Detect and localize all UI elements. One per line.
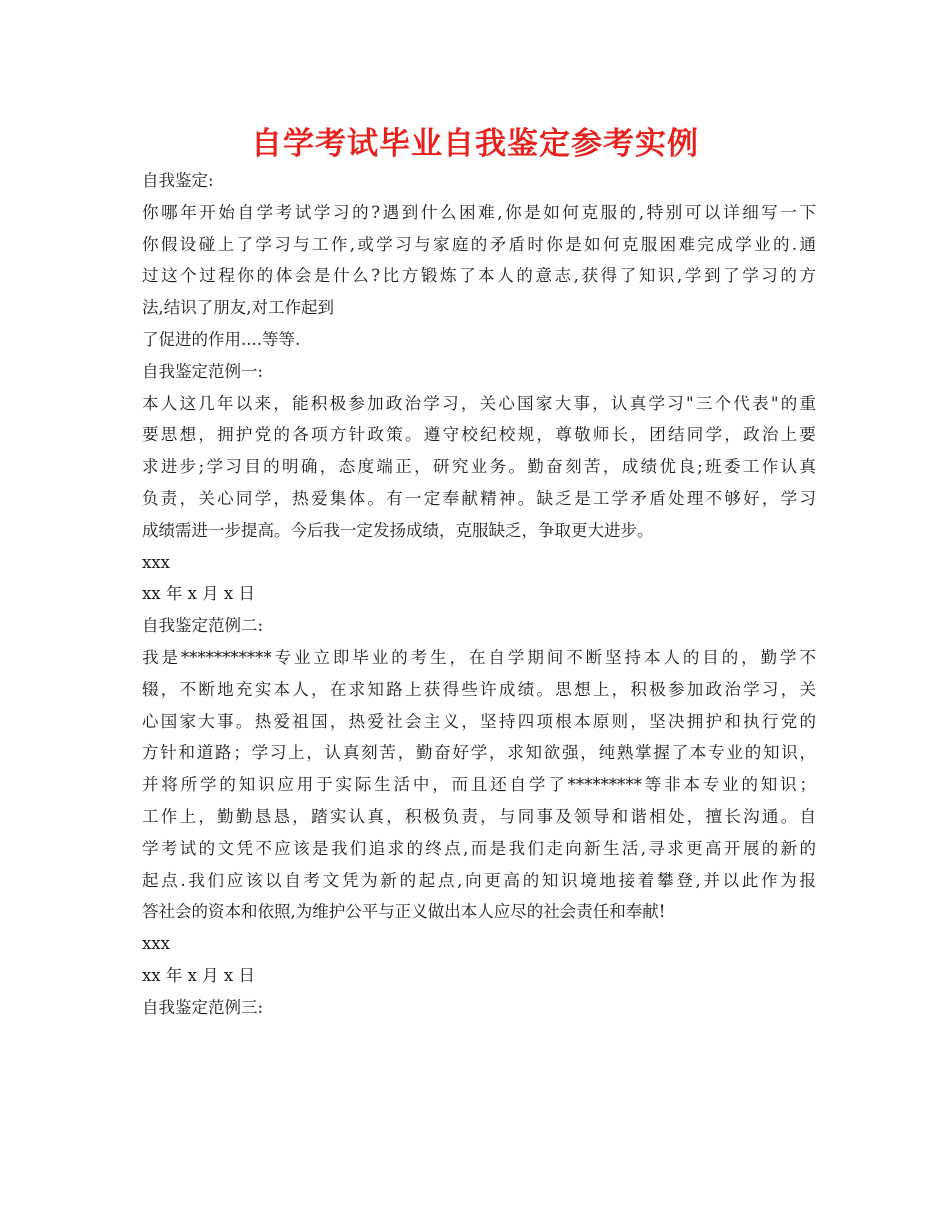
text-line: 本人这几年以来，能积极参加政治学习，关心国家大事，认真学习"三个代表"的重 <box>142 393 816 413</box>
text-line: 心国家大事。热爱祖国，热爱社会主义，坚持四项根本原则，坚决拥护和执行党的 <box>142 711 816 731</box>
text-line: 答社会的资本和依照,为维护公平与正义做出本人应尽的社会责任和奉献! <box>142 902 666 922</box>
text-line: 成绩需进一步提高。今后我一定发扬成绩，克服缺乏，争取更大进步。 <box>142 520 654 540</box>
text-line: 并将所学的知识应用于实际生活中，而且还自学了*********等非本专业的知识； <box>142 775 816 795</box>
text-line: xxx <box>142 934 170 954</box>
text-line: 起点.我们应该以自考文凭为新的起点,向更高的知识境地接着攀登,并以此作为报 <box>142 870 816 890</box>
text-line: xxx <box>142 552 170 572</box>
text-line: 过这个过程你的体会是什么?比方锻炼了本人的意志,获得了知识,学到了学习的方 <box>142 266 816 286</box>
text-line: xx 年 x 月 x 日 <box>142 584 255 604</box>
text-line: 自我鉴定范例一: <box>142 361 264 381</box>
text-line: 工作上，勤勤恳恳，踏实认真，积极负责，与同事及领导和谐相处，擅长沟通。自 <box>142 806 816 826</box>
document-title: 自学考试毕业自我鉴定参考实例 <box>251 126 699 162</box>
text-line: 自我鉴定范例三: <box>142 997 264 1017</box>
text-line: 学考试的文凭不应该是我们追求的终点,而是我们走向新生活,寻求更高开展的新的 <box>142 838 816 858</box>
text-line: 你哪年开始自学考试学习的?遇到什么困难,你是如何克服的,特别可以详细写一下 <box>142 202 816 222</box>
text-line: 法,结识了朋友,对工作起到 <box>142 298 334 318</box>
text-line: xx 年 x 月 x 日 <box>142 965 255 985</box>
text-line: 辍，不断地充实本人，在求知路上获得些许成绩。思想上，积极参加政治学习，关 <box>142 679 816 699</box>
text-line: 了促进的作用....等等. <box>142 329 301 349</box>
text-line: 负责，关心同学，热爱集体。有一定奉献精神。缺乏是工学矛盾处理不够好，学习 <box>142 488 816 508</box>
text-line: 求进步;学习目的明确，态度端正，研究业务。勤奋刻苦，成绩优良;班委工作认真 <box>142 457 816 477</box>
text-line: 要思想，拥护党的各项方针政策。遵守校纪校规，尊敬师长，团结同学，政治上要 <box>142 425 816 445</box>
text-line: 自我鉴定范例二: <box>142 616 264 636</box>
text-line: 方针和道路；学习上，认真刻苦，勤奋好学，求知欲强，纯熟掌握了本专业的知识， <box>142 743 816 763</box>
text-line: 你假设碰上了学习与工作,或学习与家庭的矛盾时你是如何克服困难完成学业的.通 <box>142 234 816 254</box>
document-body <box>142 165 816 1024</box>
text-line: 我是***********专业立即毕业的考生，在自学期间不断坚持本人的目的，勤学不 <box>142 647 816 667</box>
text-line: 自我鉴定: <box>142 171 214 190</box>
